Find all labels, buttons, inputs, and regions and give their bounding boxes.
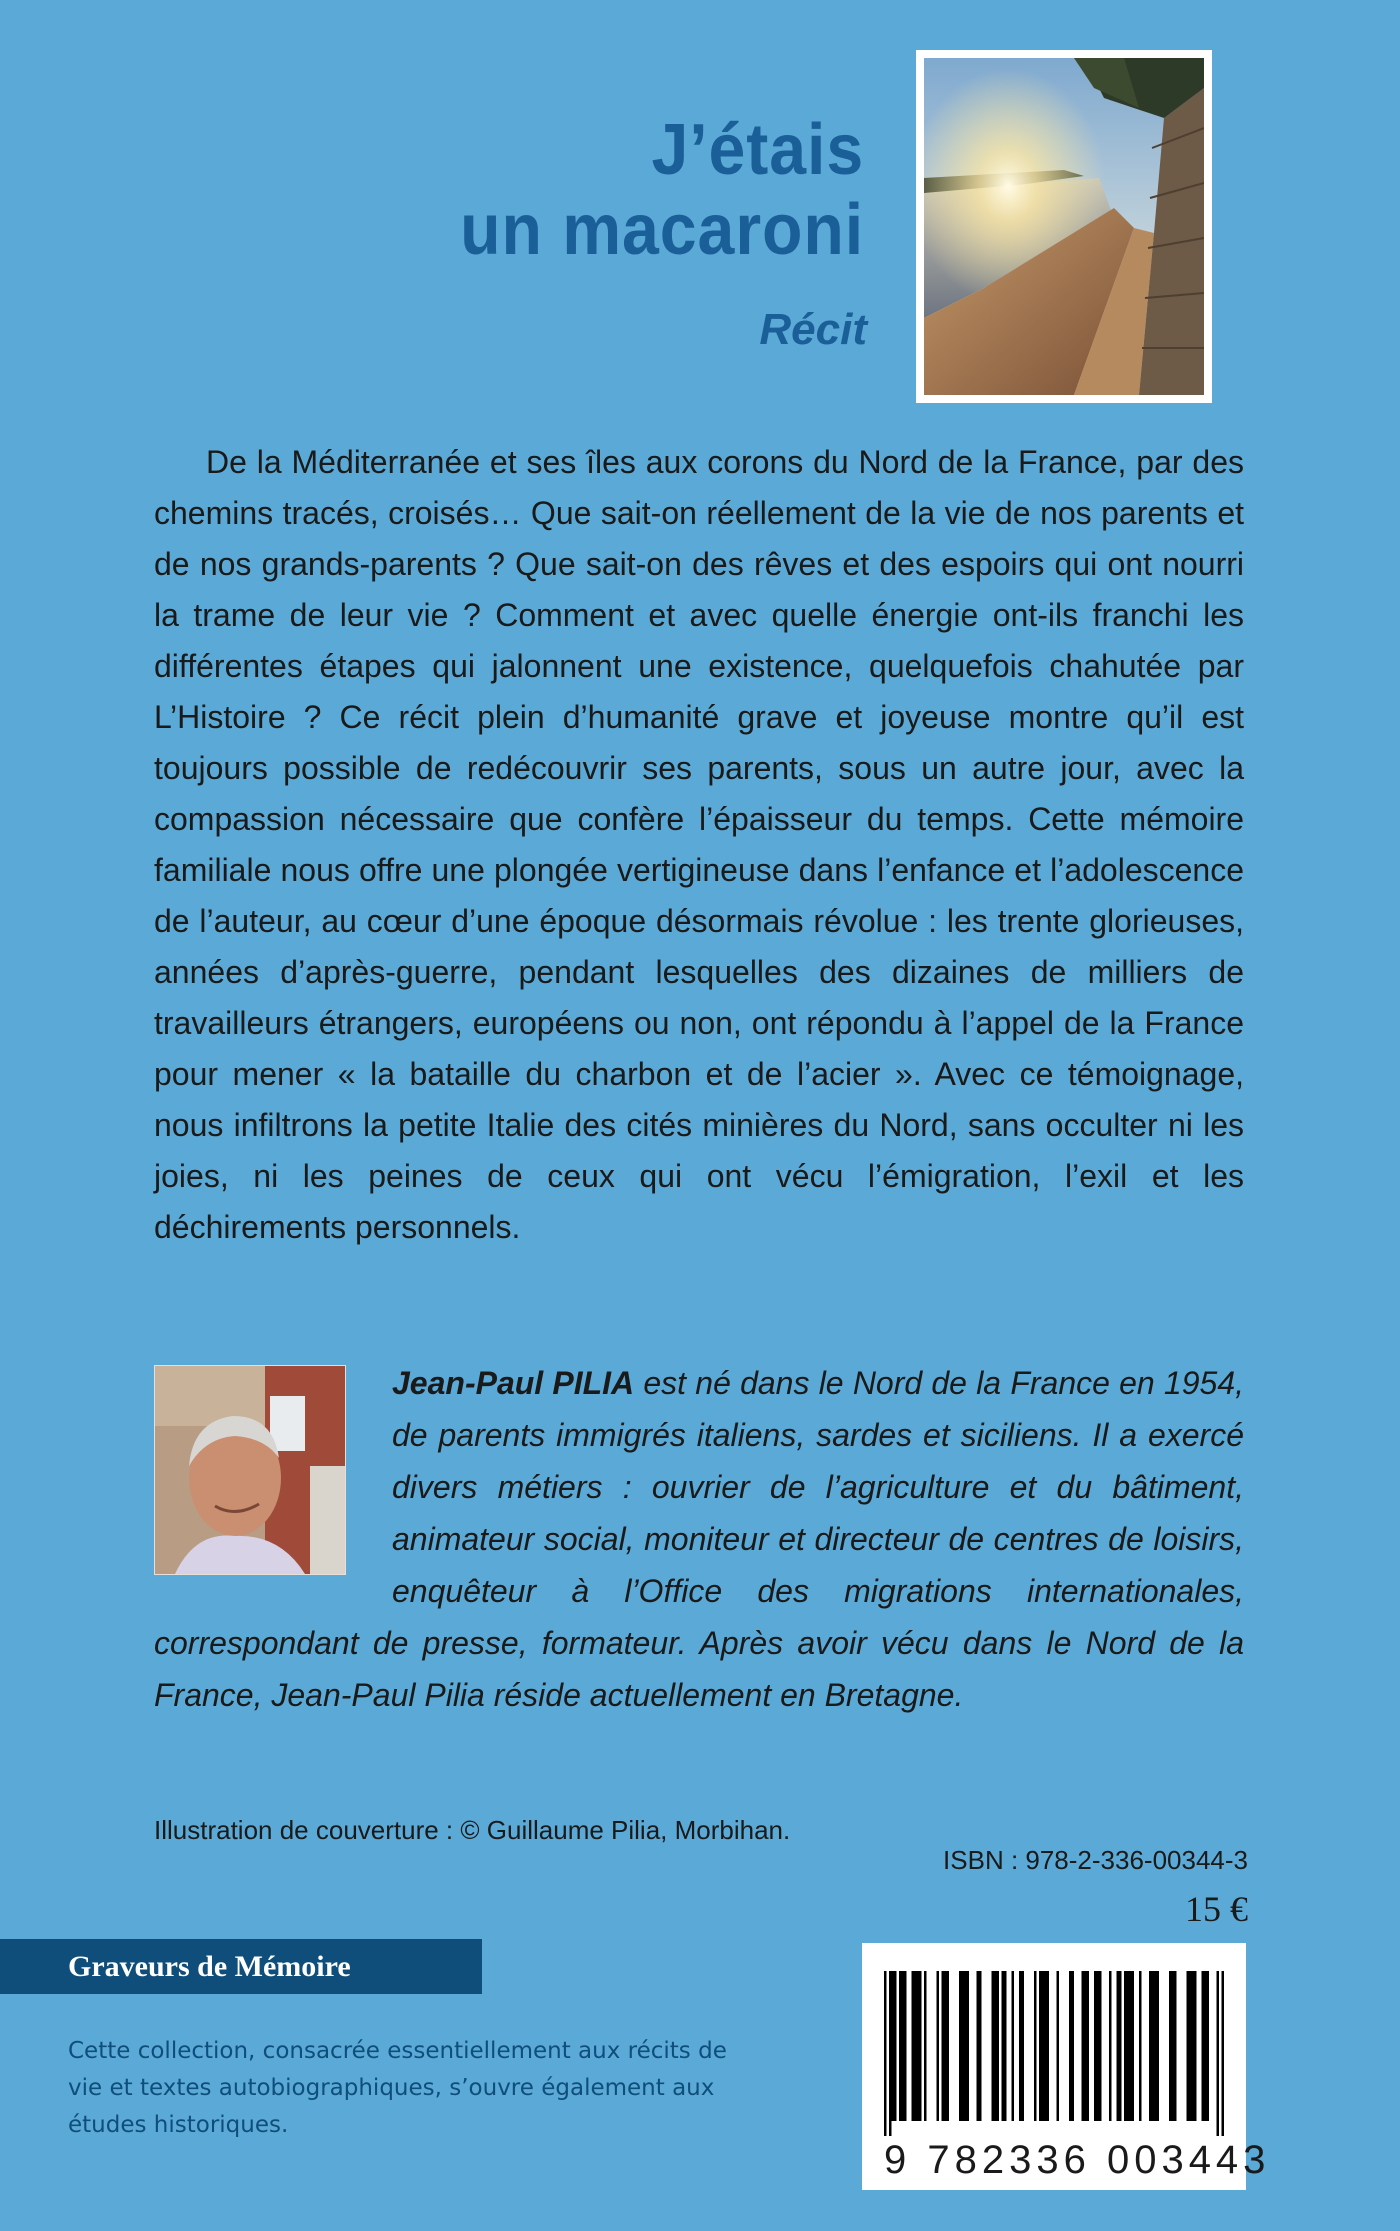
barcode-bar	[959, 1971, 969, 2121]
barcode-guard-bar	[889, 1971, 892, 2136]
barcode-bar	[1094, 1971, 1102, 2121]
book-price: 15 €	[1185, 1889, 1248, 1929]
author-name: Jean-Paul PILIA	[392, 1365, 635, 1401]
illustration-credit: Illustration de couverture : © Guillaume Pilia, Morbihan.	[154, 1815, 791, 1845]
collection-description: Cette collection, consacrée essentiellement aux récits de vie et textes autobiographiques, s’ouvre également aux études historiques.	[68, 2038, 727, 2138]
book-title	[460, 110, 864, 270]
barcode-bar	[1069, 1971, 1074, 2121]
book-title-line-2: un macaroni	[460, 190, 864, 270]
barcode-bar	[912, 1971, 922, 2121]
barcode-guard-bar	[1222, 1971, 1225, 2136]
barcode-bar	[1019, 1971, 1024, 2121]
barcode-bar	[899, 1971, 907, 2121]
barcode-bar	[977, 1971, 982, 2121]
isbn-number: ISBN : 978-2-336-00344-3	[943, 1845, 1248, 1875]
back-cover-blurb: De la Méditerranée et ses îles aux corons du Nord de la France, par des chemins tracés, croisés… Que sait-on réellement de la vie de nos parents et de nos grands-parents ? Que sait-on des rêves et des espoirs qui ont nourri la trame de leur vie ? Comment et avec quelle énergie ont-ils franchi les différentes étapes qui jalonnent une existence, quelquefois chahutée par L’Histoire ? Ce récit plein d’humanité grave et joyeuse montre qu’il est toujours possible de redécouvrir ses parents, sous un autre jour, avec la compassion nécessaire que confère l’épaisseur du temps. Cette mémoire familiale nous offre une plongée vertigineuse dans l’enfance et l’adolescence de l’auteur, au cœur d’une époque désormais révolue : les trente glorieuses, années d’après-guerre, pendant lesquelles des dizaines de milliers de travailleurs étrangers, européens ou non, ont répondu à l’appel de la France pour mener « la bataille du charbon et de l’acier ». Avec ce témoignage, nous infiltrons la petite Italie des cités minières du Nord, sans occulter ni les joies, ni les peines de ceux qui ont vécu l’émigration, l’exil et les déchirements personnels.	[154, 444, 1244, 1245]
barcode-bar	[1109, 1971, 1112, 2121]
collection-name-band: Graveurs de Mémoire	[0, 1939, 482, 1994]
barcode-guard-bar	[1217, 1971, 1220, 2136]
cover-illustration-image	[924, 58, 1204, 395]
author-photo-spacer	[154, 1357, 392, 1617]
barcode-bar	[1149, 1971, 1159, 2121]
author-bio	[154, 1357, 1244, 1721]
barcode-bar	[892, 1971, 897, 2121]
barcode-bar	[1039, 1971, 1049, 2121]
barcode-bar	[937, 1971, 940, 2121]
barcode-bar	[1124, 1971, 1134, 2121]
barcode-bar	[1002, 1971, 1007, 2121]
barcode-bar	[924, 1971, 927, 2121]
barcode-bar	[1202, 1971, 1210, 2121]
barcode-bars	[884, 1971, 1224, 2136]
barcode-guard-bar	[884, 1971, 887, 2136]
barcode-digits: 9 782336 003443	[884, 2138, 1271, 2182]
barcode-bar	[1082, 1971, 1090, 2121]
barcode-bar	[1057, 1971, 1060, 2121]
barcode-bar	[1012, 1971, 1015, 2121]
barcode-bar	[1034, 1971, 1037, 2121]
barcode	[862, 1943, 1271, 2190]
barcode-bar	[1187, 1971, 1197, 2121]
barcode-bar	[992, 1971, 1000, 2121]
cover-illustration	[916, 50, 1212, 403]
book-genre: Récit	[759, 305, 867, 354]
barcode-bar	[1169, 1971, 1177, 2121]
barcode-bar	[942, 1971, 950, 2121]
book-title-line-1: J’étais	[651, 110, 864, 190]
barcode-bar	[1139, 1971, 1142, 2121]
barcode-bar	[1117, 1971, 1122, 2121]
author-bio-text: est né dans le Nord de la France en 1954, de parents immigrés italiens, sardes et siciliens. Il a exercé divers métiers : ouvrier de l’agriculture et du bâtiment, animateur social, moniteur et directeur de centres de loisirs, enquêteur à l’Office des migrations internationales, correspondant de presse, formateur. Après avoir vécu dans le Nord de la France, Jean-Paul Pilia réside actuellement en Bretagne.	[154, 1365, 1245, 1713]
